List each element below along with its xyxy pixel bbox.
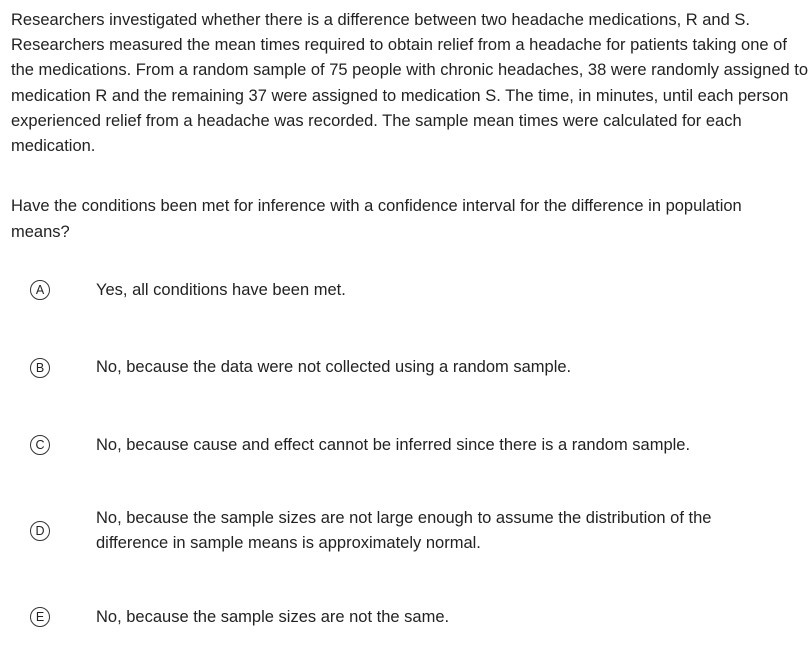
option-text-c: No, because cause and effect cannot be inferred since there is a random sample. bbox=[96, 436, 691, 454]
question-prompt: Have the conditions been met for inference with a confidence interval for the difference in population means? bbox=[11, 197, 742, 241]
question-passage: Researchers investigated whether there is a difference between two headache medications, R and S. Researchers measured the mean times required to obtain relief from a headache for patients taking one of the medications. From a random sample of 75 people with chronic headaches, 38 were randomly assigned to medication R and the remaining 37 were assigned to medication S. The time, in minutes, until each person experienced relief from a headache was recorded. The sample mean times were calculated for each medication. bbox=[11, 11, 809, 156]
answer-option-e[interactable] bbox=[0, 605, 811, 631]
answer-option-d[interactable] bbox=[0, 506, 811, 558]
option-letter-badge-e[interactable]: E bbox=[30, 607, 50, 627]
option-letter-badge-c[interactable]: C bbox=[30, 435, 50, 455]
option-text-d: No, because the sample sizes are not large enough to assume the distribution of the difference in sample means is approximately normal. bbox=[96, 509, 712, 552]
answer-option-b[interactable] bbox=[0, 355, 811, 381]
option-letter-badge-d[interactable]: D bbox=[30, 521, 50, 541]
option-letter-badge-b[interactable]: B bbox=[30, 358, 50, 378]
option-text-a: Yes, all conditions have been met. bbox=[96, 281, 346, 299]
option-text-b: No, because the data were not collected using a random sample. bbox=[96, 358, 572, 376]
answer-option-c[interactable] bbox=[0, 433, 811, 459]
answer-option-a[interactable] bbox=[0, 278, 811, 304]
option-letter-badge-a[interactable]: A bbox=[30, 280, 50, 300]
option-text-e: No, because the sample sizes are not the same. bbox=[96, 608, 450, 626]
